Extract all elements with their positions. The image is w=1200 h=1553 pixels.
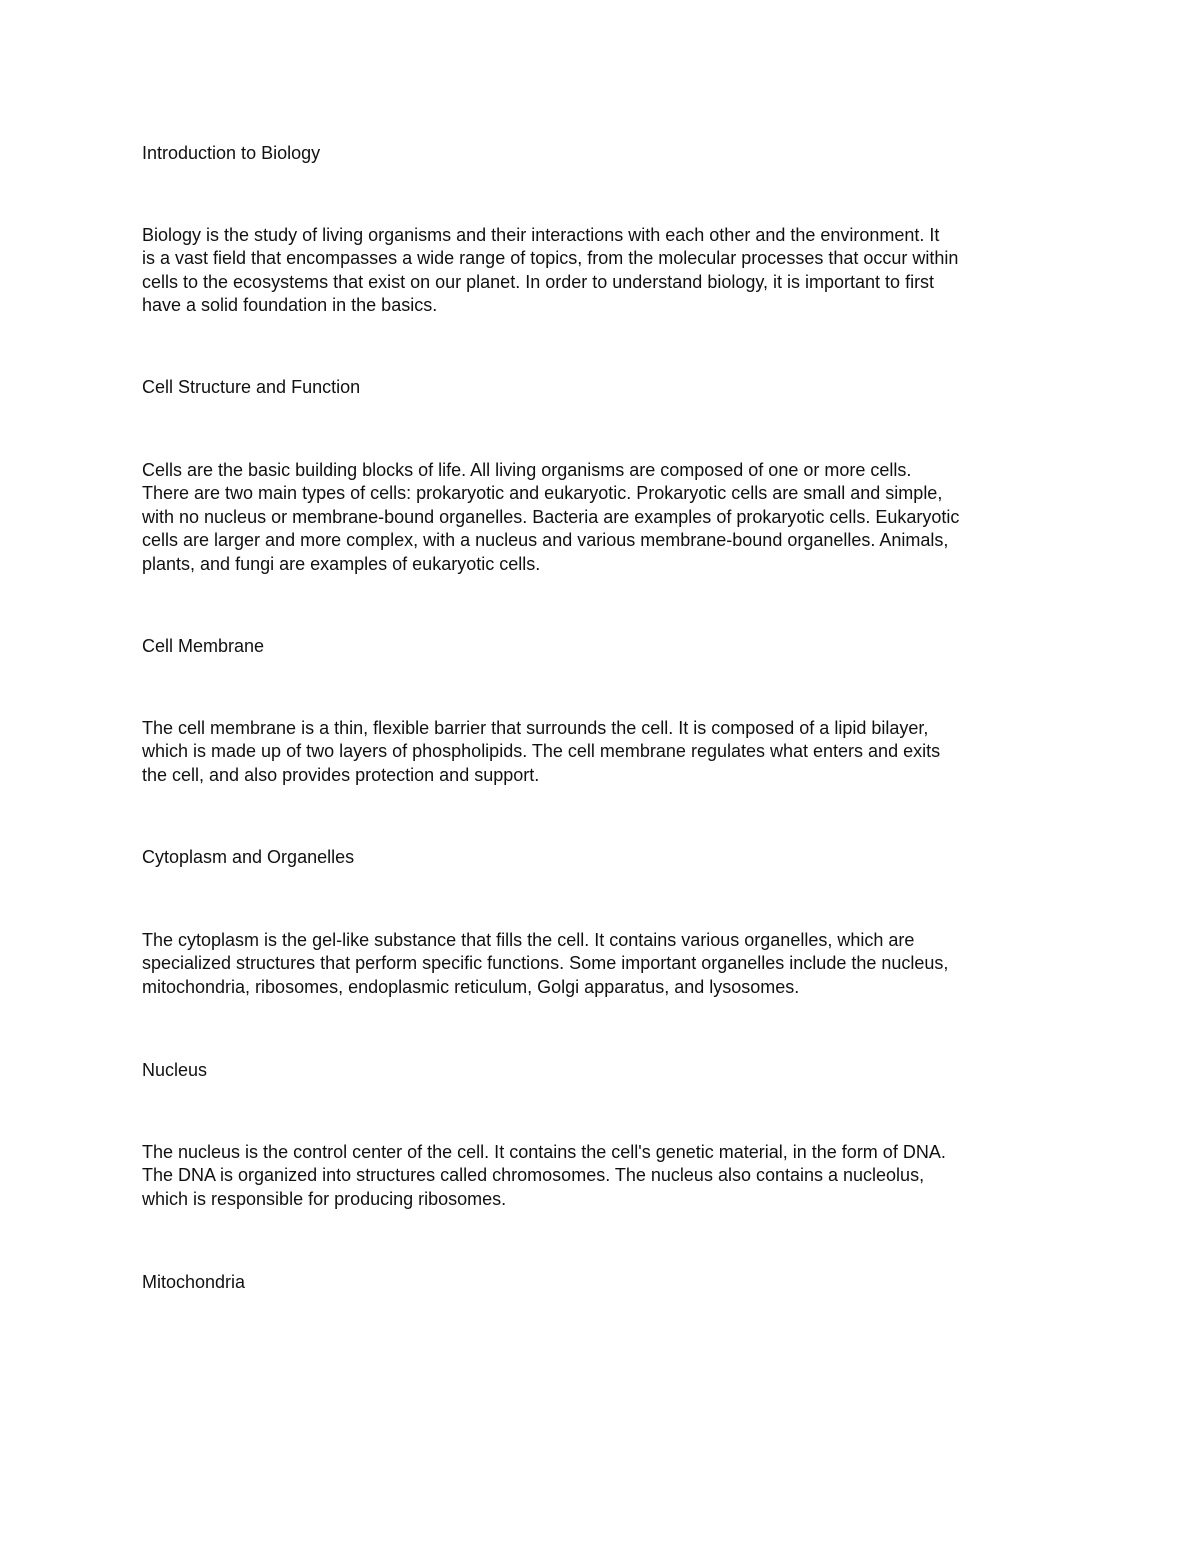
section-body-nucleus: The nucleus is the control center of the cell. It contains the cell's genetic material, in the form of DNA. The DNA is organized into structures called chromosomes. The nucleus also contains a nucleolus, which is responsible for producing ribosomes.	[142, 1142, 946, 1209]
section-heading-cell-structure: Cell Structure and Function	[142, 377, 361, 397]
section-body-cell-membrane: The cell membrane is a thin, flexible barrier that surrounds the cell. It is composed of a lipid bilayer, which is made up of two layers of phospholipids. The cell membrane regulates what enters and exits the cell, and also provides protection and support.	[142, 718, 941, 785]
section-body-cell-structure: Cells are the basic building blocks of life. All living organisms are composed of one or more cells. There are two main types of cells: prokaryotic and eukaryotic. Prokaryotic cells are small and simple, with no nucleus or membrane-bound organelles. Bacteria are examples of prokaryotic cells. Eukaryotic cells are larger and more complex, with a nucleus and various membrane-bound organelles. Animals, plants, and fungi are examples of eukaryotic cells.	[142, 460, 960, 574]
section-heading-introduction: Introduction to Biology	[142, 143, 321, 163]
section-body-introduction: Biology is the study of living organisms and their interactions with each other and the environment. It is a vast field that encompasses a wide range of topics, from the molecular processes that occur within cells to the ecosystems that exist on our planet. In order to understand biology, it is important to first have a solid foundation in the basics.	[142, 225, 959, 316]
section-body-cytoplasm: The cytoplasm is the gel-like substance that fills the cell. It contains various organelles, which are specialized structures that perform specific functions. Some important organelles include the nucleus, mitochondria, ribosomes, endoplasmic reticulum, Golgi apparatus, and lysosomes.	[142, 930, 949, 997]
section-heading-cytoplasm: Cytoplasm and Organelles	[142, 847, 355, 867]
section-heading-cell-membrane: Cell Membrane	[142, 636, 265, 656]
section-heading-nucleus: Nucleus	[142, 1060, 208, 1080]
section-heading-mitochondria: Mitochondria	[142, 1272, 246, 1292]
